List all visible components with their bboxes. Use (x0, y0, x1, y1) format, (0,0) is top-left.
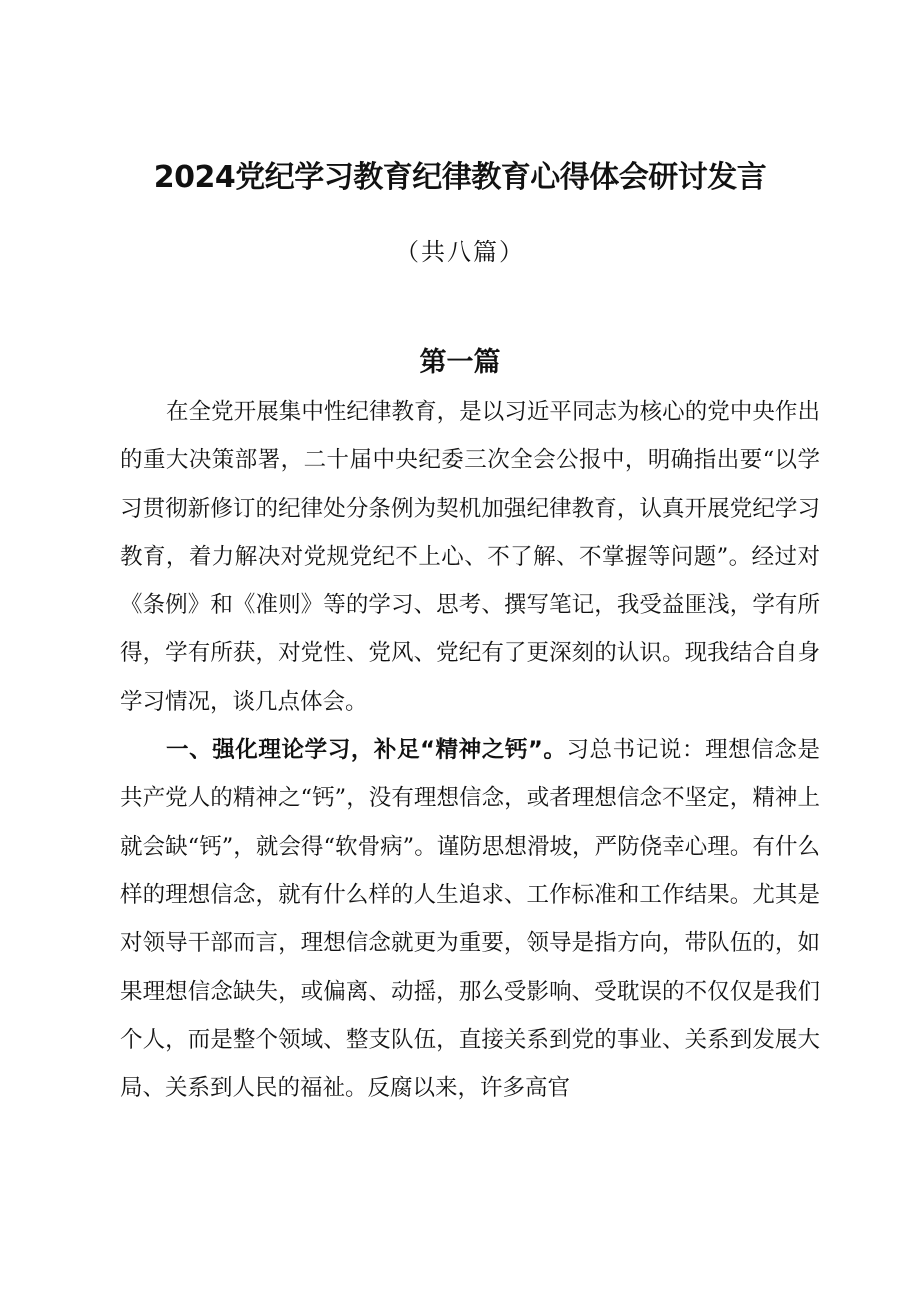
section-title: 第一篇 (419, 347, 501, 378)
point-one-heading: 一、强化理论学习，补足“精神之钙”。 (166, 737, 567, 764)
point-one-text: 习总书记说：理想信念是共产党人的精神之“钙”，没有理想信念，或者理想信念不坚定，精神上就会缺“钙”，就会得“软骨病”。谨防思想滑坡，严防侥幸心理。有什么样的理想信念，就有什么样的人生追求、工作标准和工作结果。尤其是对领导干部而言，理想信念就更为重要，领导是指方向，带队伍的，如果理想信念缺失，或偏离、动摇，那么受影响、受耽误的不仅仅是我们个人，而是整个领域、整支队伍，直接关系到党的事业、关系到发展大局、关系到人民的福祉。反腐以来，许多高官 (120, 737, 820, 1102)
document-body (120, 388, 820, 1112)
document-subtitle: （共八篇） (395, 238, 525, 266)
document-title: 2024党纪学习教育纪律教育心得体会研讨发言 (153, 160, 767, 195)
paragraph-intro: 在全党开展集中性纪律教育，是以习近平同志为核心的党中央作出的重大决策部署，二十届中央纪委三次全会公报中，明确指出要“以学习贯彻新修订的纪律处分条例为契机加强纪律教育，认真开展党纪学习教育，着力解决对党规党纪不上心、不了解、不掌握等问题”。经过对《条例》和《准则》等的学习、思考、撰写笔记，我受益匪浅，学有所得，学有所获，对党性、党风、党纪有了更深刻的认识。现我结合自身学习情况，谈几点体会。 (120, 399, 820, 715)
paragraph-point-one (120, 726, 820, 1112)
